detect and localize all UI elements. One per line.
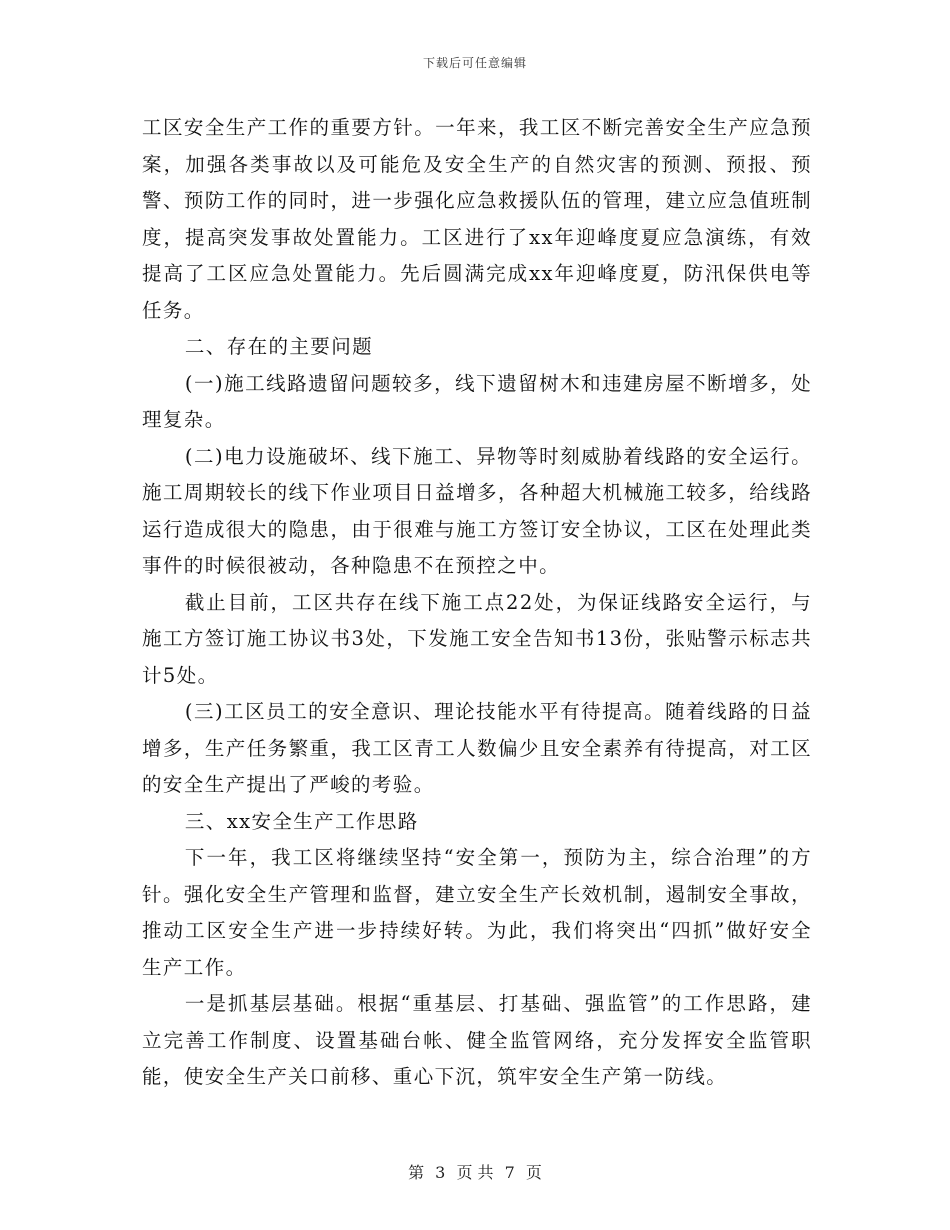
paragraph-problem-3: (三)工区员工的安全意识、理论技能水平有待提高。随着线路的日益增多，生产任务繁重，我工区青工人数偏少且安全素养有待提高，对工区的安全生产提出了严峻的考验。 (142, 700, 812, 796)
footer-middle: 页 共 (456, 1163, 494, 1182)
total-page-number: 7 (504, 1163, 515, 1182)
page-footer (0, 1160, 950, 1183)
section-heading-main-problems: 二、存在的主要问题 (184, 335, 373, 358)
document-body (142, 110, 812, 1096)
footer-suffix: 页 (525, 1163, 542, 1182)
paragraph-emergency-response: 工区安全生产工作的重要方针。一年来，我工区不断完善安全生产应急预案，加强各类事故以及可能危及安全生产的自然灾害的预测、预报、预警、预防工作的同时，进一步强化应急救援队伍的管理，建立应急值班制度，提高突发事故处置能力。工区进行了xx年迎峰度夏应急演练，有效提高了工区应急处置能力。先后圆满完成xx年迎峰度夏，防汛保供电等任务。 (142, 116, 812, 322)
current-page-number: 3 (435, 1163, 446, 1182)
paragraph-problem-1: (一)施工线路遗留问题较多，线下遗留树木和违建房屋不断增多，处理复杂。 (142, 371, 812, 431)
page-header: 下载后可任意编辑 (422, 56, 527, 70)
paragraph-problem-2: (二)电力设施破坏、线下施工、异物等时刻威胁着线路的安全运行。施工周期较长的线下作业项目日益增多，各种超大机械施工较多，给线路运行造成很大的隐患，由于很难与施工方签订安全协议，工区在处理此类事件的时候很被动，各种隐患不在预控之中。 (142, 444, 812, 577)
footer-prefix: 第 (408, 1163, 425, 1182)
paragraph-construction-stats: 截止目前，工区共存在线下施工点22处，为保证线路安全运行，与施工方签订施工协议书3处，下发施工安全告知书13份，张贴警示标志共计5处。 (142, 590, 812, 687)
paragraph-next-year-plan: 下一年，我工区将继续坚持“安全第一，预防为主，综合治理”的方针。强化安全生产管理和监督，建立安全生产长效机制，遏制安全事故，推动工区安全生产进一步持续好转。为此，我们将突出“四抓”做好安全生产工作。 (142, 846, 812, 979)
paragraph-grassroots: 一是抓基层基础。根据“重基层、打基础、强监管”的工作思路，建立完善工作制度、设置基础台帐、健全监管网络，充分发挥安全监管职能，使安全生产关口前移、重心下沉，筑牢安全生产第一防线。 (142, 992, 812, 1088)
section-heading-work-plan: 三、xx安全生产工作思路 (184, 809, 419, 833)
